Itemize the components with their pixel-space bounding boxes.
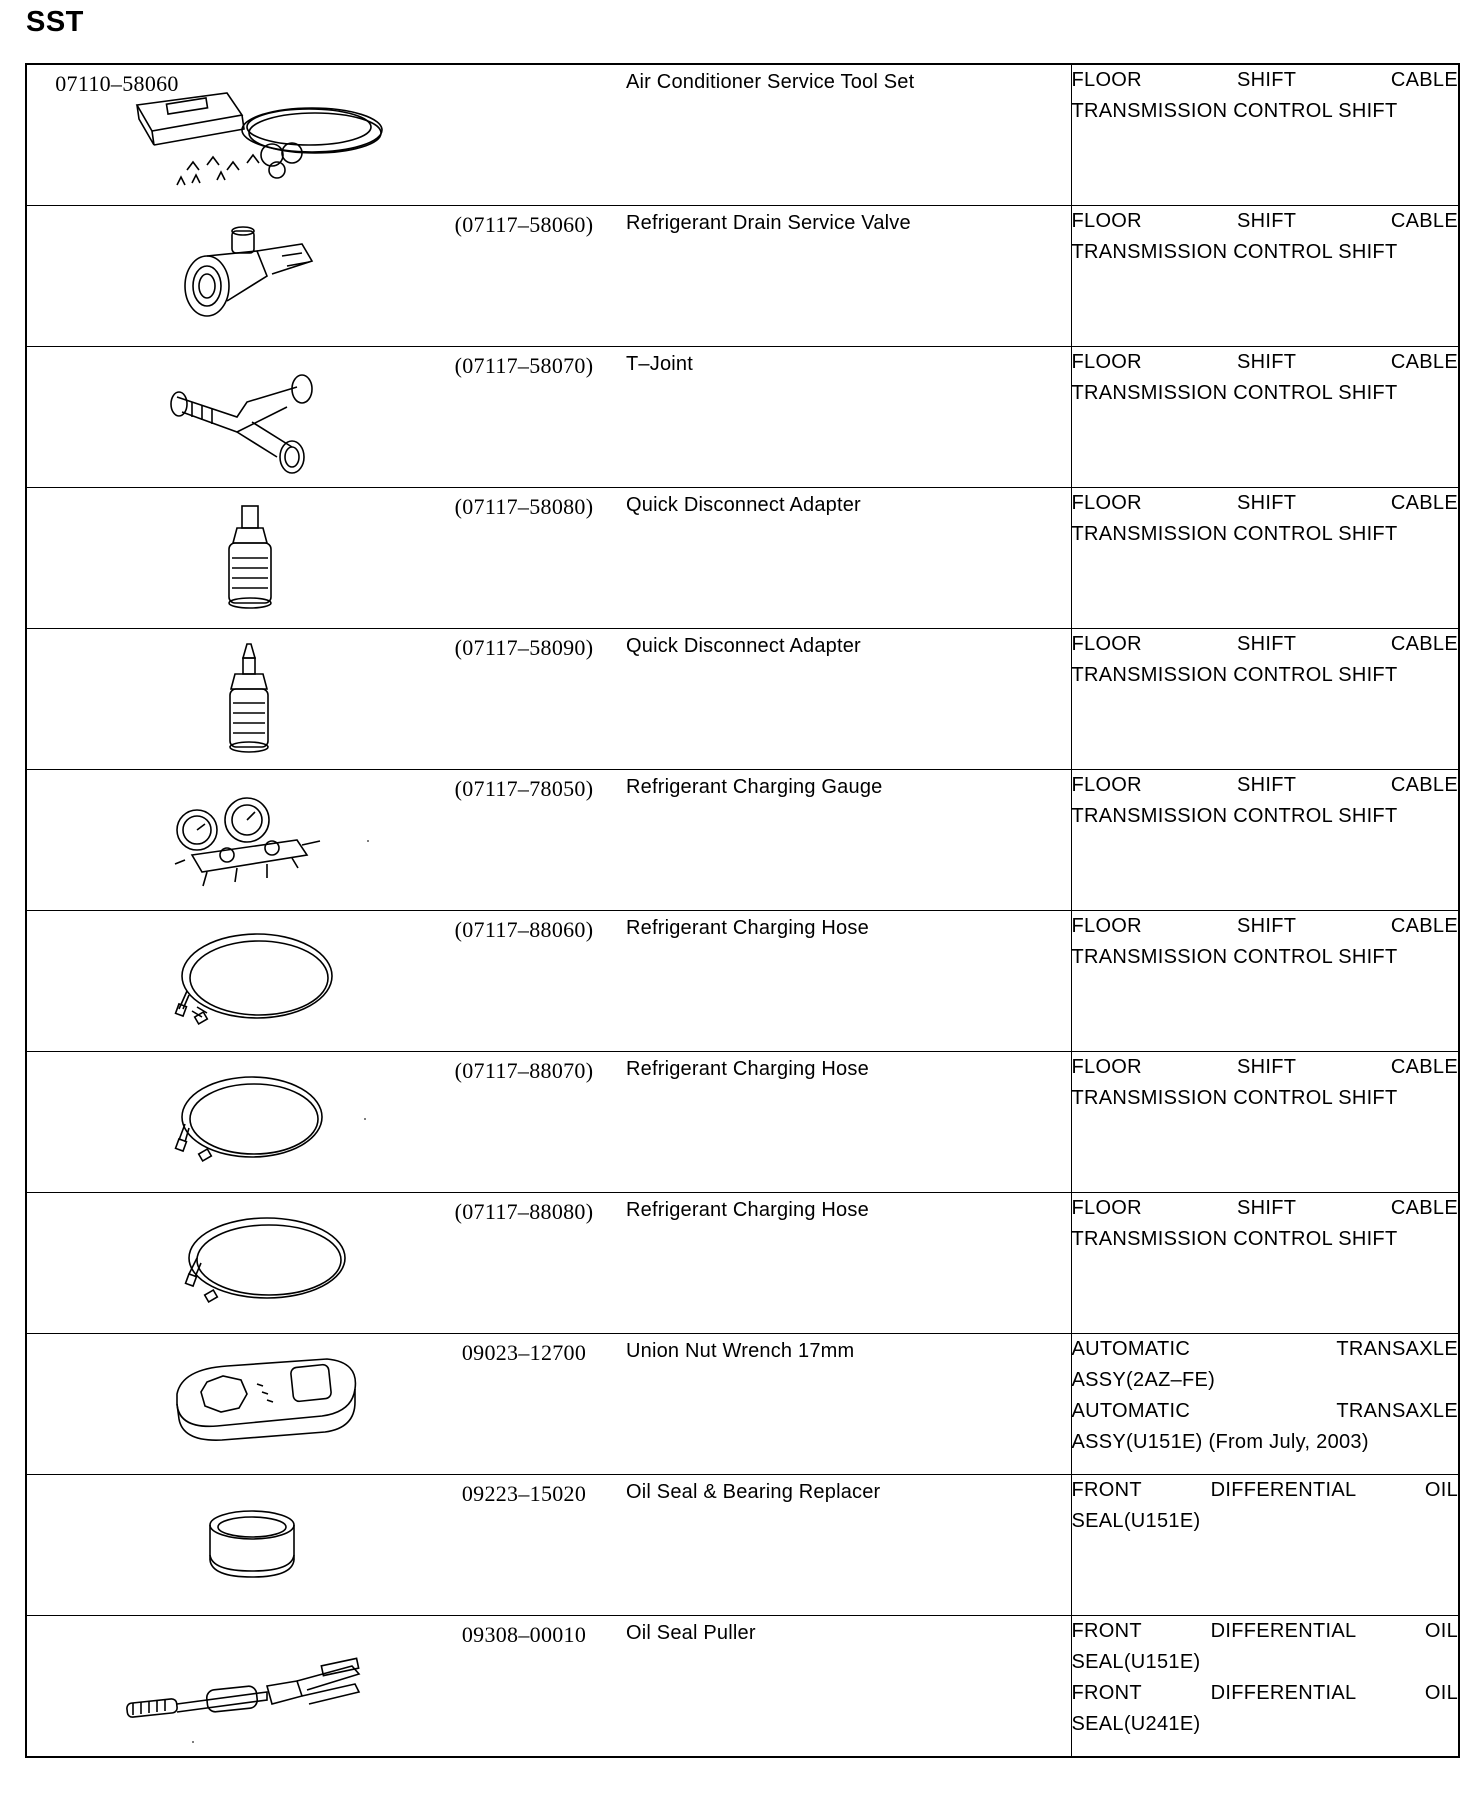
part-number: (07117–58080) bbox=[454, 494, 594, 519]
usage-line: SEAL(U151E) bbox=[1071, 1651, 1201, 1673]
usage-line: FRONT DIFFERENTIAL OIL bbox=[1071, 1479, 1458, 1501]
part-number: (07117–88080) bbox=[454, 1199, 594, 1224]
table-row bbox=[26, 911, 1459, 1052]
tool-name: Union Nut Wrench 17mm bbox=[626, 1340, 855, 1362]
tool-name: Oil Seal & Bearing Replacer bbox=[626, 1481, 881, 1503]
tool-name: T–Joint bbox=[626, 353, 693, 375]
charging-hose-icon bbox=[97, 1203, 397, 1323]
usage-cell bbox=[1071, 911, 1459, 1052]
usage-cell bbox=[1071, 1475, 1459, 1616]
table-row bbox=[26, 1052, 1459, 1193]
usage-line: TRANSMISSION CONTROL SHIFT bbox=[1071, 805, 1398, 827]
usage-cell bbox=[1071, 1334, 1459, 1475]
usage-line: FLOOR SHIFT CABLE bbox=[1071, 915, 1458, 937]
usage-line: FLOOR SHIFT CABLE bbox=[1071, 351, 1458, 373]
tool-name: Quick Disconnect Adapter bbox=[626, 494, 861, 516]
part-number: 07110–58060 bbox=[55, 71, 179, 96]
usage-line: SEAL(U241E) bbox=[1071, 1713, 1201, 1735]
usage-cell bbox=[1071, 770, 1459, 911]
usage-cell bbox=[1071, 1616, 1459, 1758]
part-number: (07117–58070) bbox=[454, 353, 594, 378]
usage-line: ASSY(U151E) (From July, 2003) bbox=[1071, 1431, 1369, 1453]
part-number: (07117–78050) bbox=[454, 776, 594, 801]
table-row bbox=[26, 1475, 1459, 1616]
tool-cell bbox=[26, 347, 1071, 488]
part-number: (07117–58090) bbox=[454, 635, 594, 660]
scan-speck bbox=[364, 1118, 366, 1120]
usage-line: AUTOMATIC TRANSAXLE bbox=[1071, 1338, 1458, 1360]
tool-cell bbox=[26, 1193, 1071, 1334]
part-number: (07117–88070) bbox=[454, 1058, 594, 1083]
usage-line: TRANSMISSION CONTROL SHIFT bbox=[1071, 382, 1398, 404]
union-nut-wrench-icon bbox=[97, 1344, 397, 1464]
usage-cell bbox=[1071, 64, 1459, 206]
tool-name: Refrigerant Charging Hose bbox=[626, 1058, 869, 1080]
usage-line: FLOOR SHIFT CABLE bbox=[1071, 1197, 1458, 1219]
usage-line: SEAL(U151E) bbox=[1071, 1510, 1201, 1532]
usage-line: TRANSMISSION CONTROL SHIFT bbox=[1071, 100, 1398, 122]
scan-speck bbox=[367, 840, 369, 842]
tool-cell bbox=[26, 1475, 1071, 1616]
usage-cell bbox=[1071, 206, 1459, 347]
table-row bbox=[26, 347, 1459, 488]
usage-line: TRANSMISSION CONTROL SHIFT bbox=[1071, 946, 1398, 968]
usage-line: TRANSMISSION CONTROL SHIFT bbox=[1071, 523, 1398, 545]
usage-cell bbox=[1071, 488, 1459, 629]
part-number: 09023–12700 bbox=[461, 1340, 587, 1365]
usage-line: FLOOR SHIFT CABLE bbox=[1071, 633, 1458, 655]
table-row bbox=[26, 488, 1459, 629]
usage-cell bbox=[1071, 1193, 1459, 1334]
tool-cell bbox=[26, 488, 1071, 629]
tool-cell bbox=[26, 1334, 1071, 1475]
usage-line: FRONT DIFFERENTIAL OIL bbox=[1071, 1682, 1458, 1704]
usage-line: FLOOR SHIFT CABLE bbox=[1071, 492, 1458, 514]
usage-line: TRANSMISSION CONTROL SHIFT bbox=[1071, 241, 1398, 263]
usage-line: FLOOR SHIFT CABLE bbox=[1071, 69, 1458, 91]
table-row bbox=[26, 1334, 1459, 1475]
usage-cell bbox=[1071, 347, 1459, 488]
usage-line: AUTOMATIC TRANSAXLE bbox=[1071, 1400, 1458, 1422]
oil-seal-replacer-icon bbox=[97, 1485, 397, 1605]
usage-line: FLOOR SHIFT CABLE bbox=[1071, 774, 1458, 796]
usage-line: TRANSMISSION CONTROL SHIFT bbox=[1071, 1087, 1398, 1109]
t-joint-icon bbox=[97, 357, 397, 477]
scan-speck bbox=[192, 1741, 194, 1743]
quick-disconnect-adapter-icon bbox=[97, 639, 397, 759]
usage-line: FLOOR SHIFT CABLE bbox=[1071, 210, 1458, 232]
tool-name: Refrigerant Charging Hose bbox=[626, 1199, 869, 1221]
tool-name: Refrigerant Drain Service Valve bbox=[626, 212, 911, 234]
tool-cell bbox=[26, 770, 1071, 911]
part-number: 09308–00010 bbox=[461, 1622, 587, 1647]
part-number: 09223–15020 bbox=[461, 1481, 587, 1506]
part-number: (07117–88060) bbox=[454, 917, 594, 942]
table-row bbox=[26, 206, 1459, 347]
tool-name: Refrigerant Charging Hose bbox=[626, 917, 869, 939]
quick-disconnect-adapter-icon bbox=[97, 498, 397, 618]
charging-gauge-icon bbox=[97, 780, 397, 900]
table-row bbox=[26, 770, 1459, 911]
tool-cell bbox=[26, 629, 1071, 770]
tool-name: Oil Seal Puller bbox=[626, 1622, 756, 1644]
page-title: SST bbox=[26, 6, 84, 38]
table-row bbox=[26, 64, 1459, 206]
charging-hose-icon bbox=[97, 1062, 397, 1182]
part-number: (07117–58060) bbox=[454, 212, 594, 237]
usage-line: ASSY(2AZ–FE) bbox=[1071, 1369, 1216, 1391]
usage-line: TRANSMISSION CONTROL SHIFT bbox=[1071, 1228, 1398, 1250]
charging-hose-icon bbox=[97, 921, 397, 1041]
usage-cell bbox=[1071, 629, 1459, 770]
tool-name: Air Conditioner Service Tool Set bbox=[626, 71, 915, 93]
tool-name: Quick Disconnect Adapter bbox=[626, 635, 861, 657]
table-row bbox=[26, 1193, 1459, 1334]
usage-line: FLOOR SHIFT CABLE bbox=[1071, 1056, 1458, 1078]
tool-cell bbox=[26, 206, 1071, 347]
tool-cell bbox=[26, 1052, 1071, 1193]
tool-name: Refrigerant Charging Gauge bbox=[626, 776, 883, 798]
oil-seal-puller-icon bbox=[97, 1626, 397, 1746]
usage-cell bbox=[1071, 1052, 1459, 1193]
table-row bbox=[26, 629, 1459, 770]
tool-cell bbox=[26, 911, 1071, 1052]
tool-cell bbox=[26, 1616, 1071, 1758]
usage-line: TRANSMISSION CONTROL SHIFT bbox=[1071, 664, 1398, 686]
table-row bbox=[26, 1616, 1459, 1758]
drain-service-valve-icon bbox=[97, 216, 397, 336]
tool-cell bbox=[26, 64, 1071, 206]
sst-table bbox=[25, 63, 1460, 1758]
usage-line: FRONT DIFFERENTIAL OIL bbox=[1071, 1620, 1458, 1642]
